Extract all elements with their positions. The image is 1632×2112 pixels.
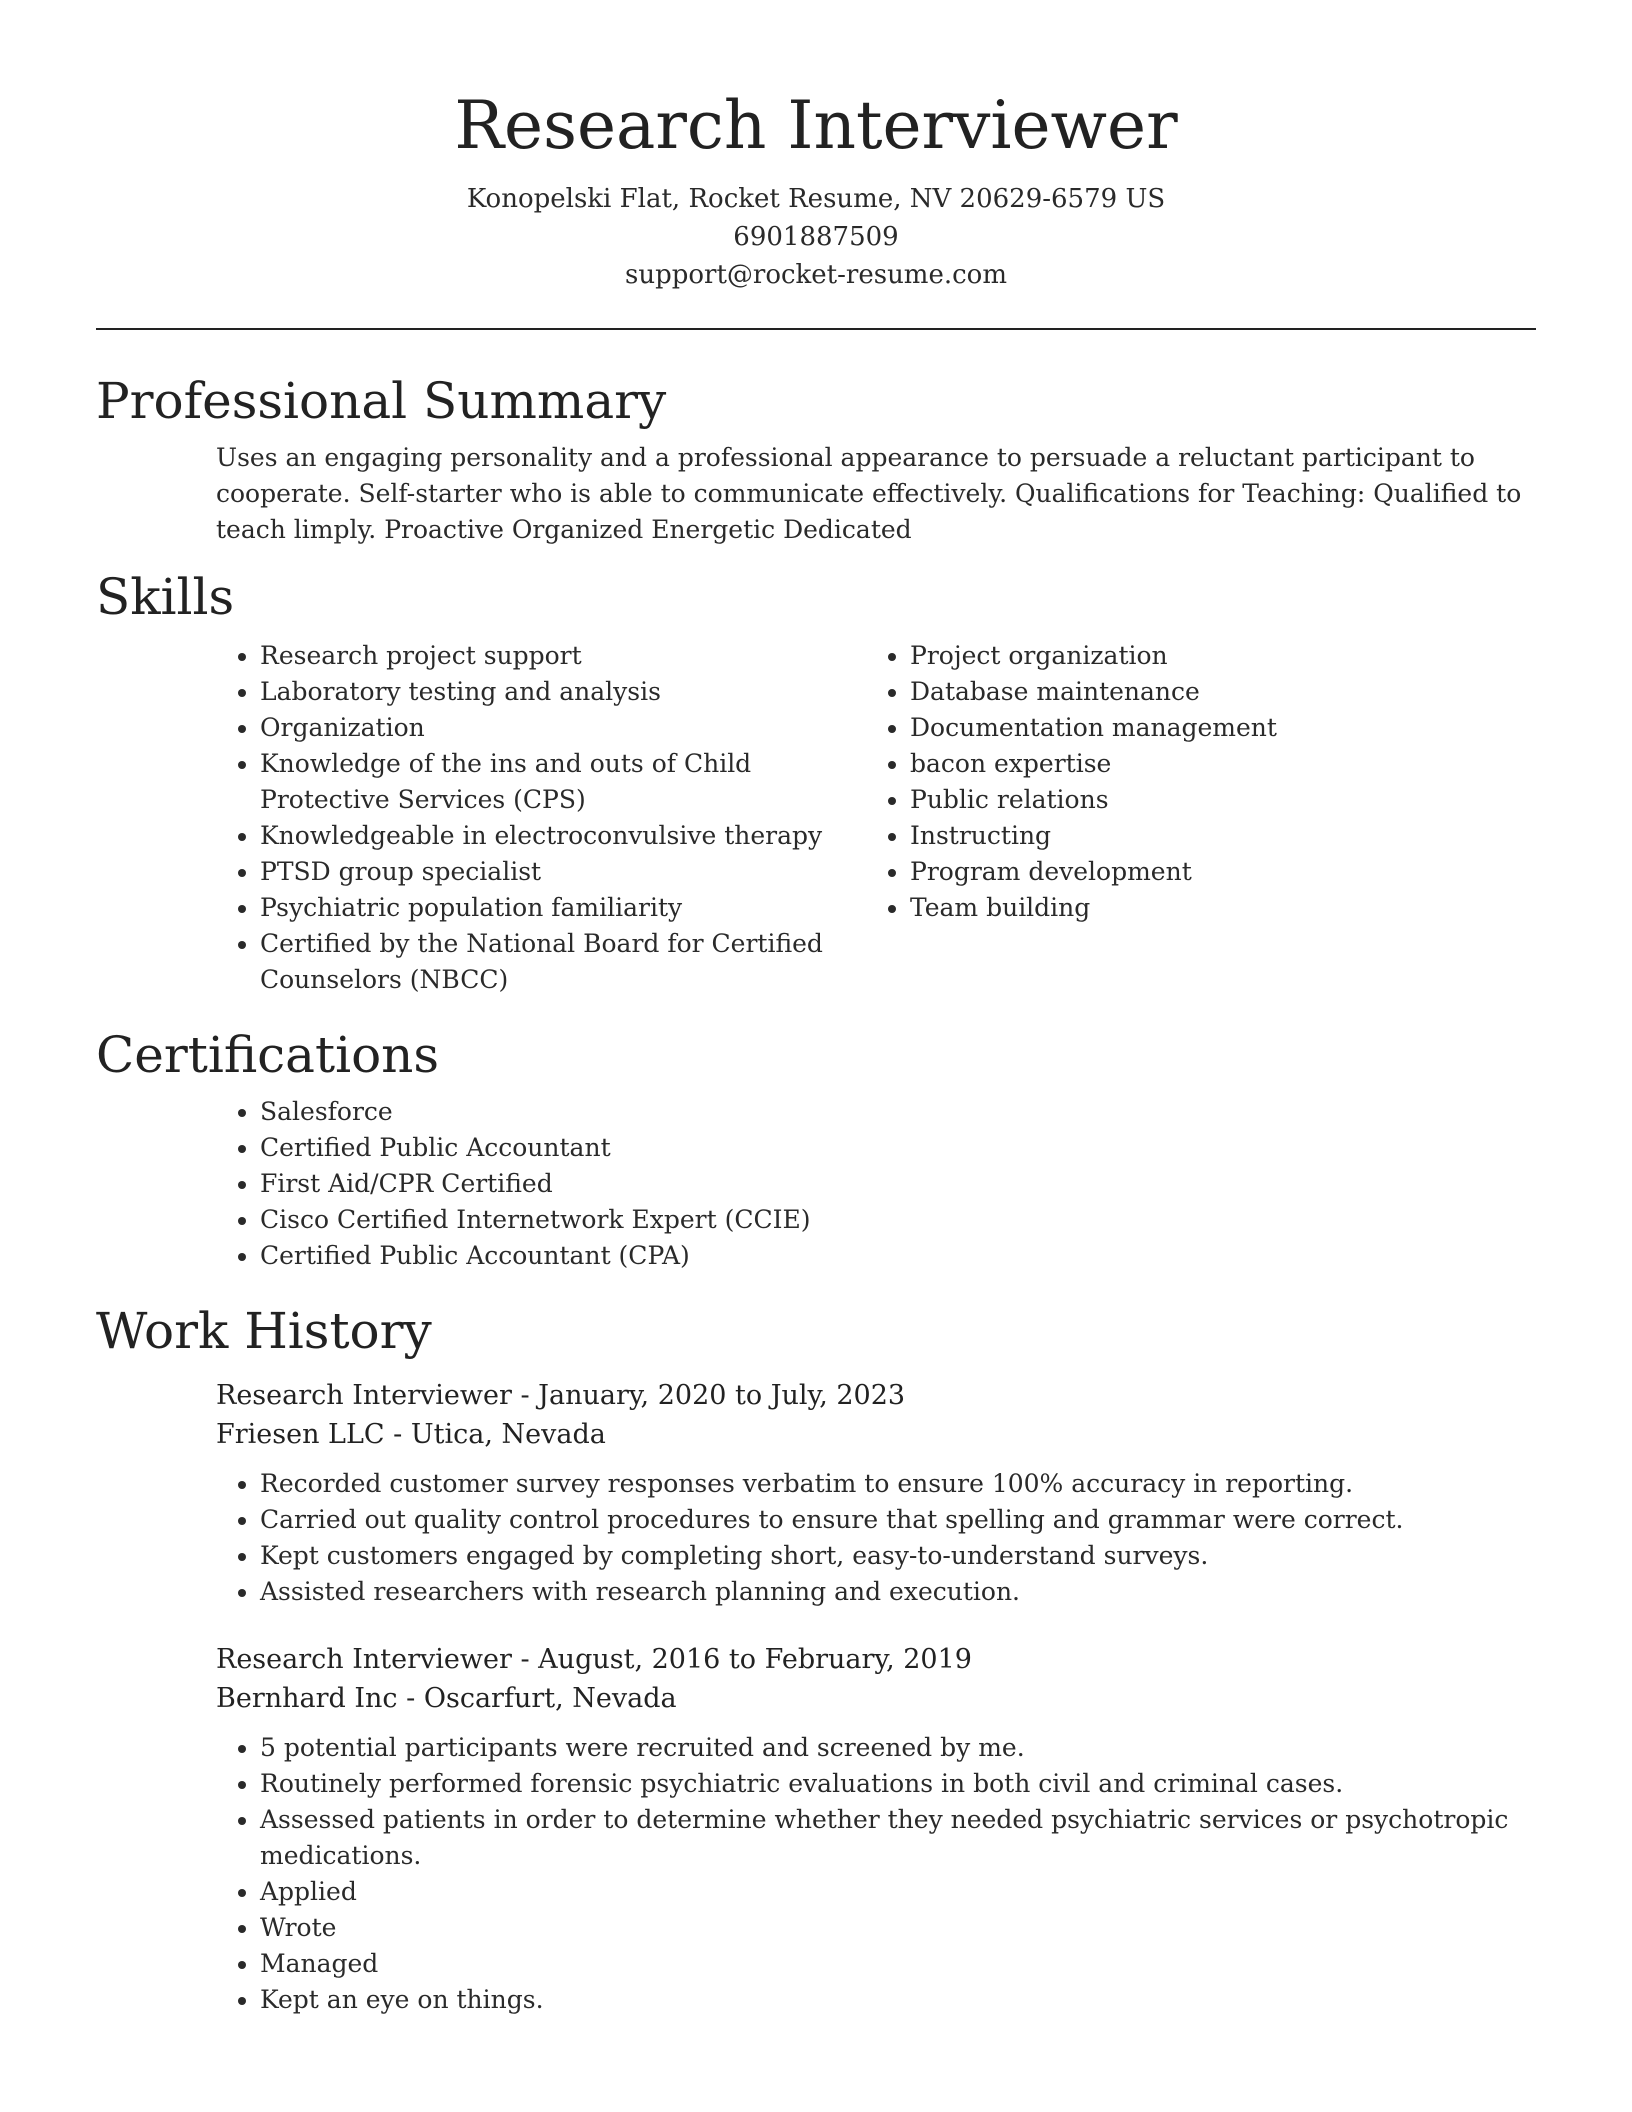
certifications-heading: Certifications bbox=[96, 1026, 440, 1084]
phone-text: 6901887509 bbox=[733, 222, 899, 252]
job-bullet-item: • Recorded customer survey responses verbatim to ensure 100% accuracy in reporting. bbox=[260, 1466, 1536, 1502]
skill-item: • Knowledgeable in electroconvulsive therapy bbox=[260, 818, 866, 854]
job-bullets bbox=[216, 1730, 1536, 2018]
job-title-dates: Research Interviewer - August, 2016 to February, 2019 bbox=[216, 1644, 972, 1675]
job-bullet-item: • Kept customers engaged by completing short, easy-to-understand surveys. bbox=[260, 1538, 1536, 1574]
skills-columns bbox=[216, 638, 1536, 998]
certifications-list bbox=[216, 1094, 1536, 1274]
skill-item: • Team building bbox=[910, 890, 1516, 926]
jobs-container bbox=[96, 1376, 1536, 2018]
skills-heading: Skills bbox=[96, 568, 235, 626]
job-entry bbox=[216, 1640, 1536, 2018]
skills-section bbox=[96, 566, 1536, 998]
work-history-section bbox=[96, 1300, 1536, 2018]
header-divider bbox=[96, 328, 1536, 330]
email-text: support@rocket-resume.com bbox=[624, 260, 1007, 290]
skill-item: • Laboratory testing and analysis bbox=[260, 674, 866, 710]
job-entry bbox=[216, 1376, 1536, 1610]
skill-item: • Psychiatric population familiarity bbox=[260, 890, 866, 926]
candidate-name: Research Interviewer bbox=[454, 87, 1178, 164]
skill-item: • bacon expertise bbox=[910, 746, 1516, 782]
certification-item: • First Aid/CPR Certified bbox=[260, 1166, 1536, 1202]
skills-list-right bbox=[866, 638, 1516, 926]
summary-section bbox=[96, 370, 1536, 548]
contact-info bbox=[96, 180, 1536, 294]
skill-item: • PTSD group specialist bbox=[260, 854, 866, 890]
certification-item: • Salesforce bbox=[260, 1094, 1536, 1130]
skill-item: • Certified by the National Board for Certified Counselors (NBCC) bbox=[260, 926, 866, 998]
certification-item: • Certified Public Accountant bbox=[260, 1130, 1536, 1166]
job-bullet-item: • Routinely performed forensic psychiatric evaluations in both civil and criminal cases. bbox=[260, 1766, 1536, 1802]
job-bullet-item: • Kept an eye on things. bbox=[260, 1982, 1536, 2018]
job-bullet-item: • Assessed patients in order to determine whether they needed psychiatric services or psychotropic medications. bbox=[260, 1802, 1536, 1874]
skill-item: • Public relations bbox=[910, 782, 1516, 818]
job-bullet-item: • Assisted researchers with research planning and execution. bbox=[260, 1574, 1536, 1610]
skills-column-left bbox=[216, 638, 866, 998]
skill-item: • Project organization bbox=[910, 638, 1516, 674]
skill-item: • Database maintenance bbox=[910, 674, 1516, 710]
certification-item: • Certified Public Accountant (CPA) bbox=[260, 1238, 1536, 1274]
skill-item: • Documentation management bbox=[910, 710, 1516, 746]
skill-item: • Research project support bbox=[260, 638, 866, 674]
skill-item: • Instructing bbox=[910, 818, 1516, 854]
job-bullet-item: • 5 potential participants were recruited and screened by me. bbox=[260, 1730, 1536, 1766]
skill-item: • Program development bbox=[910, 854, 1516, 890]
skill-item: • Knowledge of the ins and outs of Child Protective Services (CPS) bbox=[260, 746, 866, 818]
job-company-location: Friesen LLC - Utica, Nevada bbox=[216, 1419, 606, 1450]
summary-heading: Professional Summary bbox=[96, 372, 667, 430]
skill-item: • Organization bbox=[260, 710, 866, 746]
job-bullet-item: • Carried out quality control procedures to ensure that spelling and grammar were correct. bbox=[260, 1502, 1536, 1538]
job-bullets bbox=[216, 1466, 1536, 1610]
certification-item: • Cisco Certified Internetwork Expert (CCIE) bbox=[260, 1202, 1536, 1238]
job-company-location: Bernhard Inc - Oscarfurt, Nevada bbox=[216, 1683, 677, 1714]
job-bullet-item: • Managed bbox=[260, 1946, 1536, 1982]
job-bullet-item: • Wrote bbox=[260, 1910, 1536, 1946]
address-text: Konopelski Flat, Rocket Resume, NV 20629-6579 US bbox=[466, 184, 1166, 214]
certifications-section bbox=[96, 1024, 1536, 1274]
skills-column-right bbox=[866, 638, 1516, 998]
summary-text: Uses an engaging personality and a professional appearance to persuade a reluctant participant to cooperate. Self-starter who is able to communicate effectively. Qualifications for Teaching: Qualified to teach limply. Proactive Organized Energetic Dedicated bbox=[216, 443, 1522, 544]
resume-header bbox=[96, 88, 1536, 294]
skills-list-left bbox=[216, 638, 866, 998]
job-bullet-item: • Applied bbox=[260, 1874, 1536, 1910]
job-title-dates: Research Interviewer - January, 2020 to July, 2023 bbox=[216, 1380, 906, 1411]
work-history-heading: Work History bbox=[96, 1302, 432, 1360]
